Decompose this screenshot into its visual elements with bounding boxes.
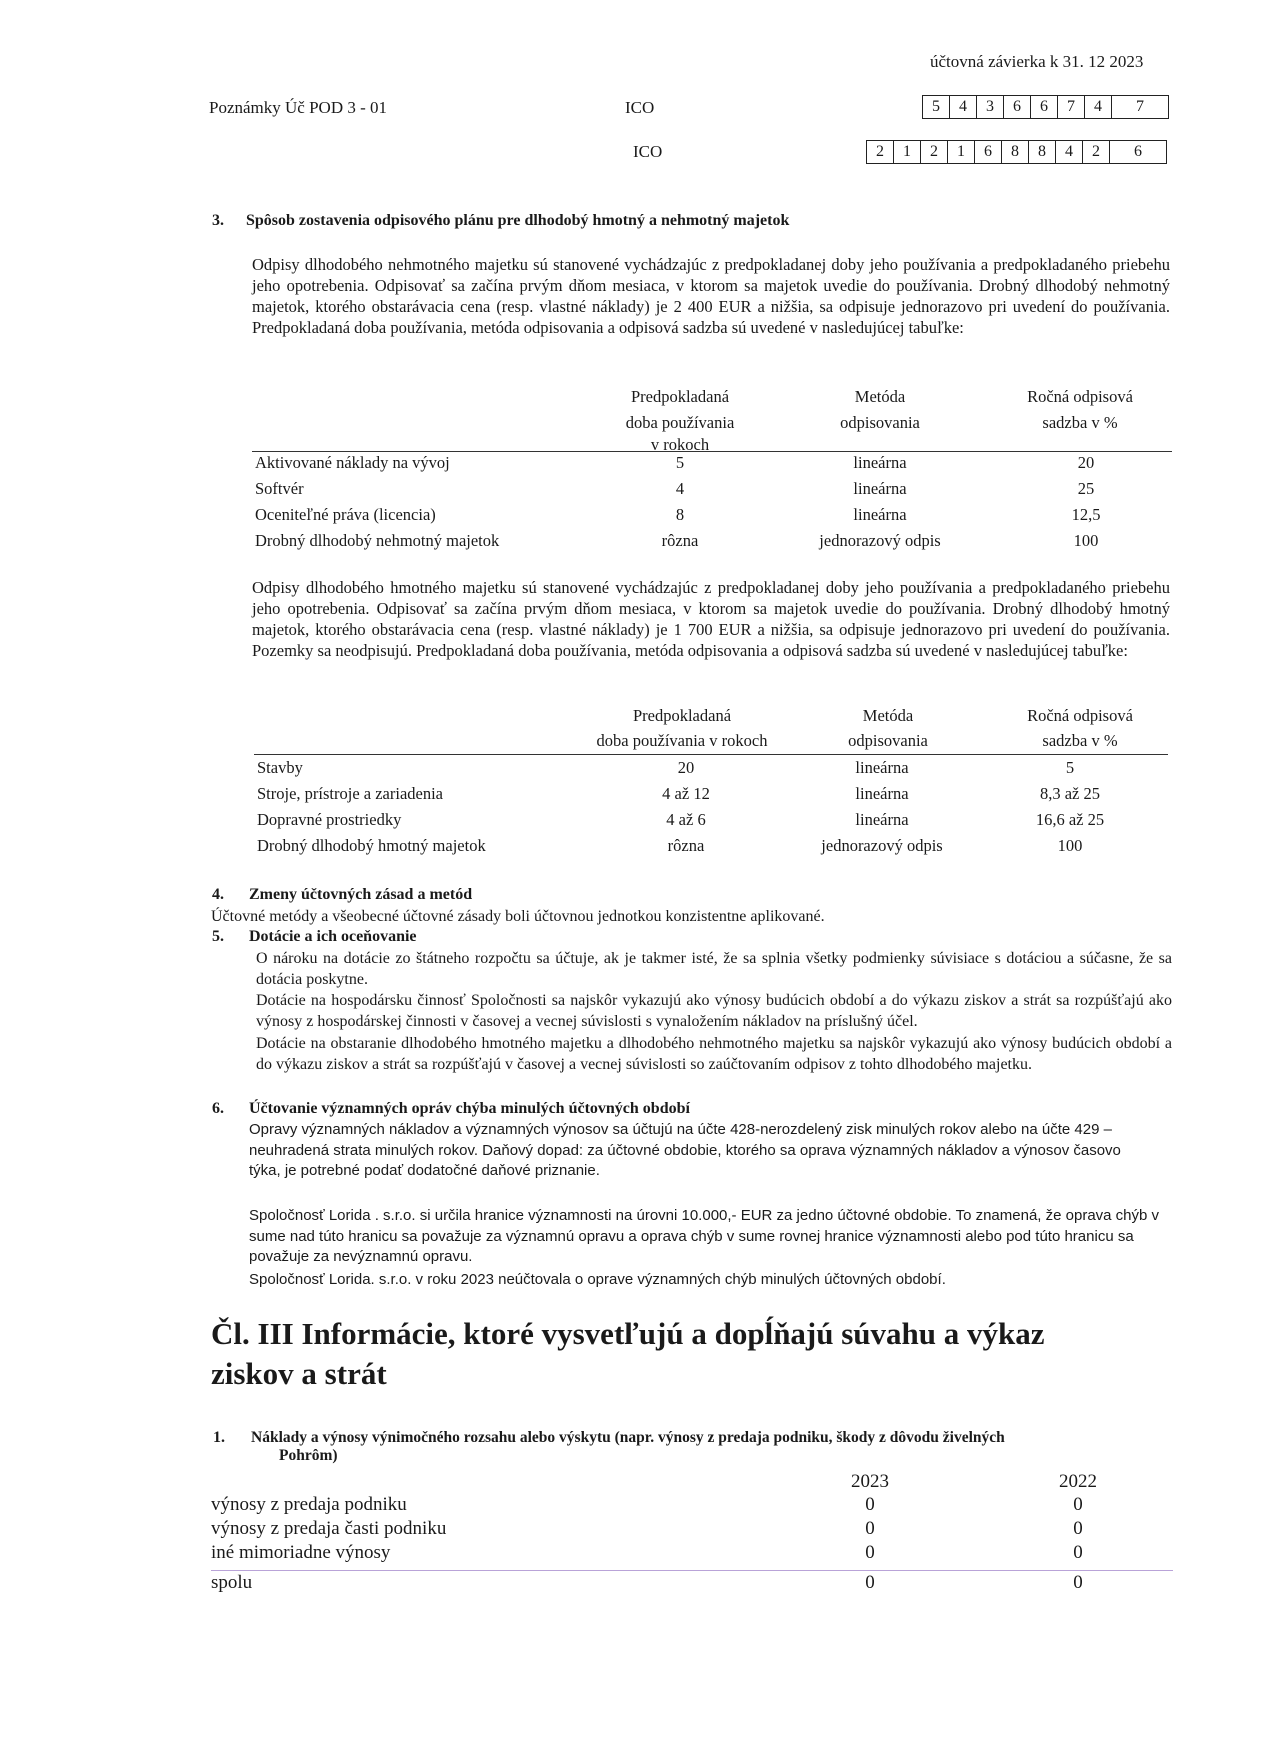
fin-row-2022: 0 — [1073, 1518, 1083, 1539]
section3-title: Spôsob zostavenia odpisového plánu pre dlhodobý hmotný a nehmotný majetok — [246, 212, 790, 229]
closing-date: účtovná závierka k 31. 12 2023 — [930, 52, 1144, 71]
table2 — [254, 755, 1168, 859]
total-2022: 0 — [1073, 1572, 1083, 1593]
section3-number: 3. — [212, 212, 224, 229]
ico-digit: 6 — [975, 141, 1002, 163]
table2-header-method: Metóda odpisovania — [848, 706, 928, 750]
section6-paragraph-2: Spoločnosť Lorida . s.r.o. si určila hranice významnosti na úrovni 10.000,- EUR za jedno účtovné obdobie. To znamená, že oprava chýb v sume nad túto hranicu sa považuje za významnú opravu a oprava chýb v sume rovnej hranice významnosti alebo pod túto hranicu sa považuje za nevýznamnú opravu. — [249, 1207, 1160, 1265]
section6-paragraph-1: Opravy významných nákladov a významných výnosov sa účtujú na účte 428-nerozdelený zisk minulých rokov alebo na účte 429 – neuhradená strata minulých rokov. Daňový dopad: za účtovné obdobie, ktorého sa oprava významných nákladov a výnosov časovo týka, je potrebné podať dodatočné daňové priznanie. — [249, 1121, 1121, 1179]
ico-digit: 2 — [921, 141, 948, 163]
ico-digit: 3 — [977, 96, 1004, 118]
ico-digit: 7 — [1058, 96, 1085, 118]
table1-header-method: Metóda odpisovania — [840, 387, 920, 432]
article3-title: Čl. III Informácie, ktoré vysvetľujú a dopĺňajú súvahu a výkaz ziskov a strát — [211, 1316, 1045, 1391]
section6-paragraph-3: Spoločnosť Lorida. s.r.o. v roku 2023 neúčtovala o oprave významných chýb minulých účtovných období. — [249, 1271, 946, 1288]
fin-row-2022: 0 — [1073, 1494, 1083, 1515]
section5-number: 5. — [212, 928, 224, 945]
col-header-2022: 2022 — [1059, 1471, 1097, 1492]
ico-digit: 6 — [1134, 143, 1142, 160]
ico-digit: 1 — [948, 141, 975, 163]
ico-label-1: ICO — [625, 98, 655, 117]
section5-title: Dotácie a ich oceňovanie — [249, 928, 417, 945]
ico-boxes-1 — [922, 95, 1169, 119]
section5-paragraph-2: Dotácie na hospodársku činnosť Spoločnosti sa najskôr vykazujú ako výnosy budúcich období a do výkazu ziskov a strát sa rozpúšťajú ako výnosy z hospodárskej činnosti v časovej a vecnej súvislosti s vynaložením nákladov na príslušný účel. — [256, 992, 1172, 1030]
item1-title: Náklady a výnosy výnimočného rozsahu alebo výskytu (napr. výnosy z predaja podniku, škody z dôvodu živelných Pohrôm) — [251, 1429, 1005, 1464]
table-row: Drobný dlhodobý hmotný majetok rôzna jednorazový odpis 100 — [257, 836, 1083, 855]
table-row: Drobný dlhodobý nehmotný majetok rôzna jednorazový odpis 100 — [255, 531, 1099, 550]
table-row: Softvér 4 lineárna 25 — [255, 479, 1095, 498]
section4-title: Zmeny účtovných zásad a metód — [249, 886, 473, 903]
section3-paragraph-2: Odpisy dlhodobého hmotného majetku sú stanovené vychádzajúc z predpokladanej doby jeho používania a predpokladaného priebehu jeho opotrebenia. Odpisovať sa začína prvým dňom mesiaca, v ktorom sa majetok uvedie do používania. Drobný dlhodobý hmotný majetok, ktorého obstarávacia cena (resp. vlastné náklady) je 1 700 EUR a nižšia, sa odpisuje jednorazovo pri uvedení do používania. Pozemky sa neodpisujú. Predpokladaná doba používania, metóda odpisovania a odpisová sadzba sú uvedené v nasledujúcej tabuľke: — [252, 578, 1170, 660]
ico-digit: 8 — [1002, 141, 1029, 163]
ico-digit: 2 — [867, 141, 894, 163]
section3-paragraph-1: Odpisy dlhodobého nehmotného majetku sú stanovené vychádzajúc z predpokladanej doby jeho používania a predpokladaného priebehu jeho opotrebenia. Odpisovať sa začína prvým dňom mesiaca, v ktorom sa majetok uvedie do používania. Drobný dlhodobý nehmotný majetok, ktorého obstarávacia cena (resp. vlastné náklady) je 2 400 EUR a nižšia, sa odpisuje jednorazovo pri uvedení do používania. Predpokladaná doba používania, metóda odpisovania a odpisová sadzba sú uvedené v nasledujúcej tabuľke: — [252, 255, 1170, 337]
ico-boxes-2 — [866, 140, 1167, 164]
table-row: Aktivované náklady na vývoj 5 lineárna 20 — [255, 453, 1095, 472]
table2-header-life: Predpokladaná doba používania v rokoch — [596, 706, 768, 750]
fin-row-2023: 0 — [865, 1518, 875, 1539]
total-rule — [211, 1570, 1173, 1571]
col-header-2023: 2023 — [851, 1471, 889, 1492]
section4-number: 4. — [212, 886, 224, 903]
section4-text: Účtovné metódy a všeobecné účtovné zásady boli účtovnou jednotkou konzistentne aplikované. — [211, 908, 825, 925]
ico-digit: 4 — [1085, 96, 1112, 118]
ico-digit: 2 — [1083, 141, 1110, 163]
ico-digit: 4 — [1056, 141, 1083, 163]
section5-paragraph-1: O nároku na dotácie zo štátneho rozpočtu sa účtuje, ak je takmer isté, že sa splnia všetky podmienky súvisiace s dotáciou a súčasne, že sa dotácia poskytne. — [256, 950, 1172, 988]
fin-row-2023: 0 — [865, 1494, 875, 1515]
table1-header-rate: Ročná odpisová sadzba v % — [1027, 387, 1133, 432]
table-row: Stavby 20 lineárna 5 — [257, 758, 1075, 777]
table-row: Stroje, prístroje a zariadenia 4 až 12 lineárna 8,3 až 25 — [257, 784, 1101, 803]
ico-digit: 4 — [950, 96, 977, 118]
total-label: spolu — [211, 1572, 253, 1593]
total-2023: 0 — [865, 1572, 875, 1593]
fin-row-label: výnosy z predaja podniku — [211, 1494, 407, 1515]
section6-number: 6. — [212, 1100, 224, 1117]
section6-title: Účtovanie významných opráv chýba minulých účtovných období — [249, 1100, 690, 1117]
ico-digit: 6 — [1031, 96, 1058, 118]
fin-row-label: iné mimoriadne výnosy — [211, 1542, 391, 1563]
table-row: Oceniteľné práva (licencia) 8 lineárna 12,5 — [255, 505, 1101, 524]
table1-header-life: Predpokladaná doba používania v rokoch — [625, 387, 735, 454]
table2-header-rate: Ročná odpisová sadzba v % — [1027, 706, 1133, 750]
notes-label: Poznámky Úč POD 3 - 01 — [209, 98, 388, 117]
fin-row-2023: 0 — [865, 1542, 875, 1563]
item1-number: 1. — [213, 1429, 225, 1446]
ico-label-2: ICO — [633, 142, 663, 161]
ico-digit: 6 — [1004, 96, 1031, 118]
fin-row-label: výnosy z predaja časti podniku — [211, 1518, 447, 1539]
table-row: Dopravné prostriedky 4 až 6 lineárna 16,6 až 25 — [257, 810, 1105, 829]
table1 — [252, 450, 1172, 554]
section5-paragraph-3: Dotácie na obstaranie dlhodobého hmotného majetku a dlhodobého nehmotného majetku sa najskôr vykazujú ako výnosy budúcich období a do výkazu ziskov a strát sa rozpúšťajú v časovej a vecnej súvislosti so zaúčtovaním odpisov z tohto dlhodobého majetku. — [256, 1035, 1172, 1073]
ico-digit: 8 — [1029, 141, 1056, 163]
ico-digit: 7 — [1136, 98, 1144, 115]
ico-digit: 1 — [894, 141, 921, 163]
ico-digit: 5 — [923, 96, 950, 118]
fin-row-2022: 0 — [1073, 1542, 1083, 1563]
